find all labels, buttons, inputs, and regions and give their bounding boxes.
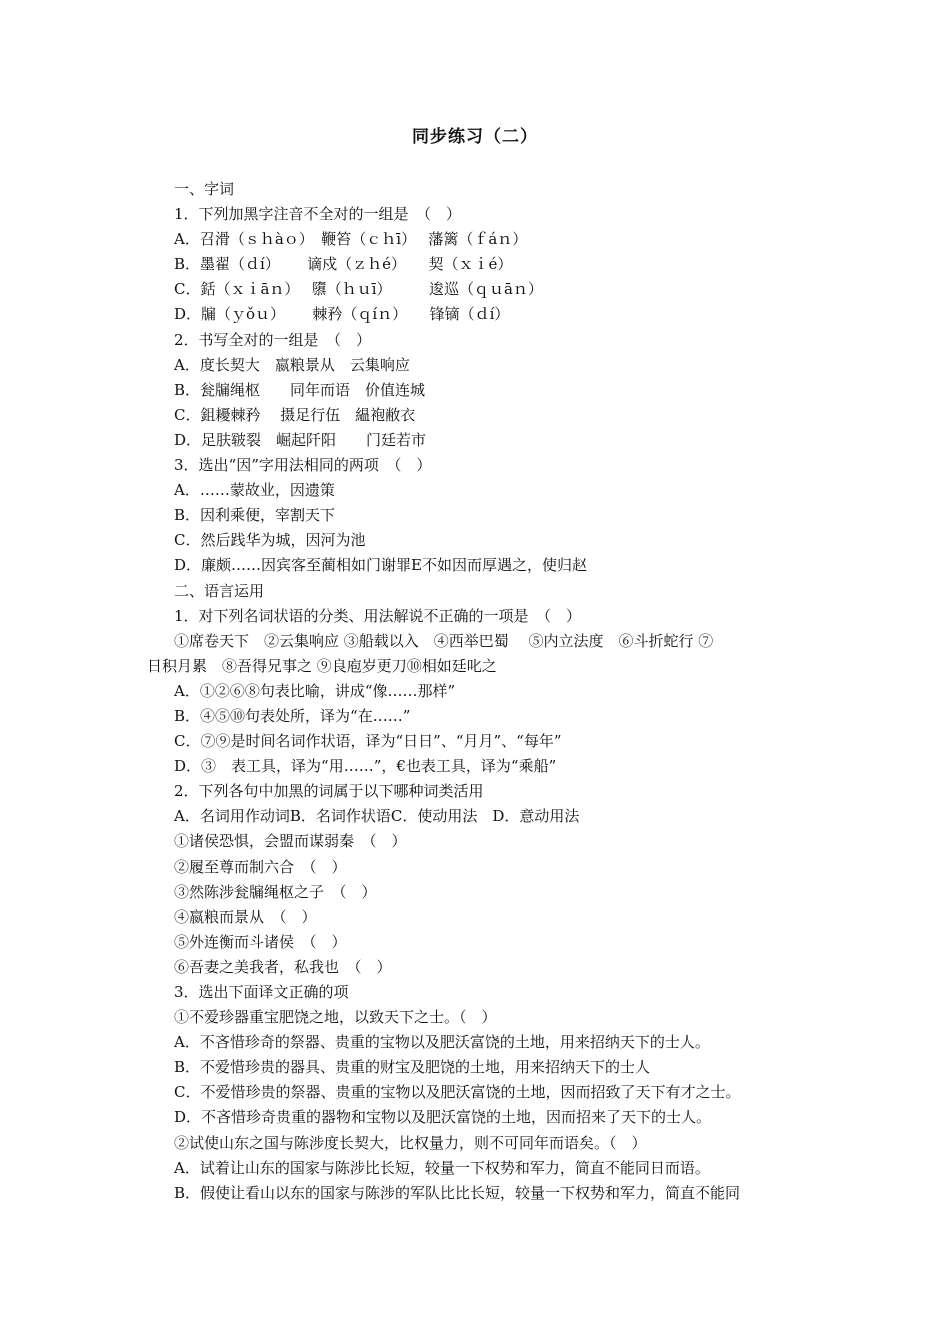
text-line: A．名词用作动词B．名词作状语C．使动用法 D．意动用法 (174, 807, 580, 826)
text-line: A．①②⑥⑧句表比喻，讲成“像……那样” (174, 681, 456, 700)
text-line: A．不吝惜珍奇的祭器、贵重的宝物以及肥沃富饶的土地，用来招纳天下的士人。 (174, 1033, 710, 1052)
text-line: ①诸侯恐惧，会盟而谋弱秦 （ ） (174, 832, 407, 851)
text-line: A．……蒙故业，因遗策 (174, 481, 335, 500)
text-line: 1．下列加黑字注音不全对的一组是 （ ） (174, 205, 462, 224)
text-line: B．不爱惜珍贵的器具、贵重的财宝及肥饶的土地，用来招纳天下的士人 (174, 1058, 651, 1077)
text-line: D．足肤皲裂 崛起阡阳 门廷若市 (174, 430, 427, 449)
text-line: 2．下列各句中加黑的词属于以下哪种词类活用 (174, 782, 484, 801)
text-line: C．⑦⑨是时间名词作状语，译为“日日”、“月月”、“每年” (174, 732, 562, 751)
text-line: 一、字词 (174, 180, 235, 198)
text-line: B．因利乘便，宰割天下 (174, 506, 336, 525)
text-line: C．然后践华为城，因河为池 (174, 531, 366, 550)
page-title: 同步练习（二） (412, 127, 538, 147)
text-line: B．假使让看山以东的国家与陈涉的军队比比长短，较量一下权势和军力，简直不能同 (174, 1183, 741, 1202)
text-line: D．牖（ｙǒｕ） 棘矜（ｑíｎ） 锋镝（ｄí） (174, 305, 510, 324)
text-line: 1．对下列名词状语的分类、用法解说不正确的一项是 （ ） (174, 606, 582, 625)
text-line: C．銛（ｘｉāｎ） 隳（ｈｕī） 逡巡（ｑｕāｎ） (174, 280, 543, 299)
text-line: B．④⑤⑩句表处所，译为“在……” (174, 706, 411, 725)
text-line: A．试着让山东的国家与陈涉比长短，较量一下权势和军力，简直不能同日而语。 (174, 1158, 710, 1177)
text-line: 2．书写全对的一组是 （ ） (174, 330, 372, 349)
text-line: B．瓮牖绳枢 同年而语 价值连城 (174, 380, 426, 399)
text-line: A．召滑（ｓｈàｏ） 鞭笞（ｃｈī） 藩篱（ｆáｎ） (174, 230, 528, 249)
text-line: D．③ 表工具，译为“用……”，€也表工具，译为“乘船” (174, 757, 557, 776)
text-line: ⑤外连衡而斗诸侯 （ ） (174, 932, 347, 951)
text-line: ②试使山东之国与陈涉度长契大，比权量力，则不可同年而语矣。（ ） (174, 1133, 647, 1152)
text-line: 日积月累 ⑧吾得兄事之 ⑨良庖岁更刀⑩相如廷叱之 (147, 656, 497, 675)
text-line: ④嬴粮而景从 （ ） (174, 907, 317, 926)
text-line: A．度长契大 嬴粮景从 云集响应 (174, 355, 410, 374)
text-line: B．墨翟（ｄí） 谪戍（ｚｈé） 契（ｘｉé） (174, 255, 513, 274)
text-line: ⑥吾妻之美我者，私我也 （ ） (174, 957, 392, 976)
text-line: ③然陈涉瓮牖绳枢之子 （ ） (174, 882, 377, 901)
text-line: 二、语言运用 (174, 581, 265, 600)
text-line: 3．选出“因”字用法相同的两项 （ ） (174, 456, 432, 475)
text-line: C．不爱惜珍贵的祭器、贵重的宝物以及肥沃富饶的土地，因而招致了天下有才之士。 (174, 1083, 741, 1102)
document-body (147, 177, 827, 1206)
text-line: D．廉颇……因宾客至蔺相如门谢罪E不如因而厚遇之，使归赵 (174, 556, 587, 575)
text-line: D．不吝惜珍奇贵重的器物和宝物以及肥沃富饶的土地，因而招来了天下的士人。 (174, 1108, 712, 1127)
text-line: 3．选出下面译文正确的项 (174, 983, 349, 1001)
text-line: C．鉏耰棘矜 摄足行伍 緼袍敝衣 (174, 405, 416, 424)
text-line: ①不爱珍器重宝肥饶之地，以致天下之士。（ ） (174, 1008, 497, 1027)
text-line: ②履至尊而制六合 （ ） (174, 857, 347, 876)
text-line: ①席卷天下 ②云集响应 ③船载以入 ④西举巴蜀 ⑤内立法度 ⑥斗折蛇行 ⑦ (174, 631, 714, 650)
